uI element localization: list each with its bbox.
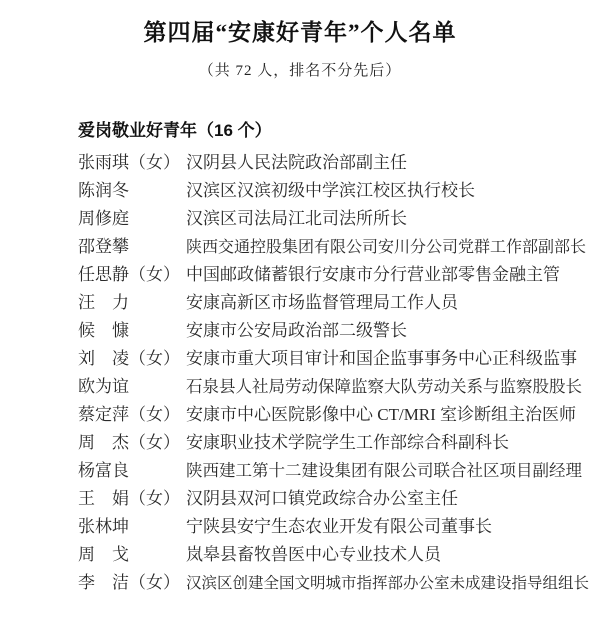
person-name: 李 洁（女）: [78, 573, 180, 592]
person-row: [78, 317, 592, 345]
person-title: 岚皋县畜牧兽医中心专业技术人员: [186, 545, 441, 564]
person-name: 欧为谊: [78, 377, 129, 396]
person-title: 安康市公安局政治部二级警长: [186, 321, 407, 340]
person-name: 杨富良: [78, 461, 129, 480]
person-row: [78, 177, 592, 205]
person-name: 周 戈: [78, 545, 129, 564]
person-row: [78, 205, 592, 233]
people-list: [78, 149, 592, 597]
person-title: 中国邮政储蓄银行安康市分行营业部零售金融主管: [186, 265, 560, 284]
person-title: 汉阴县双河口镇党政综合办公室主任: [186, 489, 458, 508]
person-title: 安康市中心医院影像中心 CT/MRI 室诊断组主治医师: [186, 405, 577, 424]
person-title: 宁陕县安宁生态农业开发有限公司董事长: [186, 517, 492, 536]
person-row: [78, 541, 592, 569]
person-title: 汉阴县人民法院政治部副主任: [186, 153, 407, 172]
person-row: [78, 373, 592, 401]
person-name: 候 慷: [78, 321, 129, 340]
person-name: 张林坤: [78, 517, 129, 536]
person-title: 石泉县人社局劳动保障监察大队劳动关系与监察股股长: [186, 377, 582, 396]
person-row: [78, 345, 592, 373]
person-row: [78, 233, 592, 261]
person-name: 汪 力: [78, 293, 129, 312]
person-title: 陕西交通控股集团有限公司安川分公司党群工作部副部长: [186, 239, 587, 256]
person-row: [78, 149, 592, 177]
person-title: 安康职业技术学院学生工作部综合科副科长: [186, 433, 509, 452]
person-row: [78, 401, 592, 429]
person-name: 蔡定萍（女）: [78, 405, 180, 424]
section-heading: 爱岗敬业好青年（16 个）: [78, 121, 272, 140]
person-name: 邵登攀: [78, 237, 129, 256]
person-row: [78, 485, 592, 513]
person-row: [78, 289, 592, 317]
person-name: 周修庭: [78, 209, 129, 228]
person-name: 周 杰（女）: [78, 433, 180, 452]
document-subtitle: （共 72 人，排名不分先后）: [198, 63, 402, 79]
person-row: [78, 457, 592, 485]
person-name: 王 娟（女）: [78, 489, 180, 508]
person-title: 安康市重大项目审计和国企监事事务中心正科级监事: [186, 349, 577, 368]
person-name: 刘 凌（女）: [78, 349, 180, 368]
person-row: [78, 261, 592, 289]
person-row: [78, 429, 592, 457]
person-title: 陕西建工第十二建设集团有限公司联合社区项目副经理: [186, 461, 582, 480]
person-name: 任思静（女）: [78, 265, 180, 284]
person-name: 陈润冬: [78, 181, 129, 200]
person-title: 安康高新区市场监督管理局工作人员: [186, 293, 458, 312]
person-row: [78, 513, 592, 541]
person-row: [78, 569, 592, 597]
person-title: 汉滨区汉滨初级中学滨江校区执行校长: [186, 181, 475, 200]
person-name: 张雨琪（女）: [78, 153, 180, 172]
person-title: 汉滨区创建全国文明城市指挥部办公室未成建设指导组组长: [186, 575, 590, 592]
person-title: 汉滨区司法局江北司法所所长: [186, 209, 407, 228]
document-title: 第四届“安康好青年”个人名单: [143, 20, 457, 45]
